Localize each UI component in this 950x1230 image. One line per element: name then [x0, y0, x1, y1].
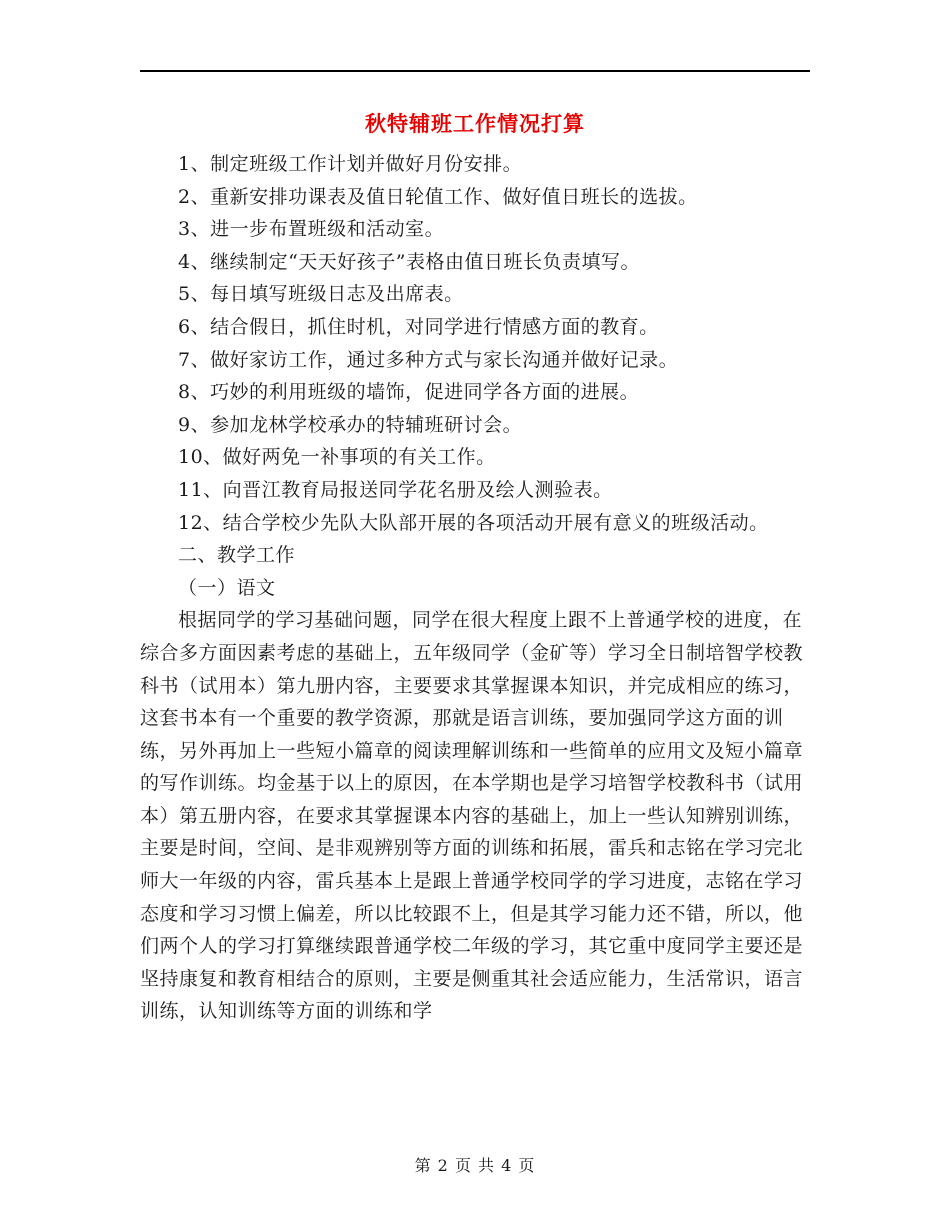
page-number: 第 2 页 共 4 页	[414, 1156, 536, 1175]
document-title: 秋特辅班工作情况打算	[365, 112, 585, 136]
plan-item: 5、每日填写班级日志及出席表。	[178, 283, 464, 306]
plan-item: 2、重新安排功课表及值日轮值工作、做好值日班长的选拔。	[178, 185, 698, 208]
plan-item: 8、巧妙的利用班级的墙饰，促进同学各方面的进展。	[178, 381, 640, 404]
plan-item: 11、向晋江教育局报送同学花名册及绘人测验表。	[178, 478, 613, 501]
plan-item: 1、制定班级工作计划并做好月份安排。	[178, 153, 523, 175]
plan-item: 6、结合假日，抓住时机，对同学进行情感方面的教育。	[178, 315, 659, 338]
plan-item: 12、结合学校少先队大队部开展的各项活动开展有意义的班级活动。	[178, 511, 769, 534]
plan-item: 10、做好两免一补事项的有关工作。	[178, 446, 496, 469]
header-rule	[140, 70, 810, 72]
plan-item: 4、继续制定“天天好孩子”表格由值日班长负责填写。	[178, 250, 641, 273]
body-paragraph: 根据同学的学习基础问题，同学在很大程度上跟不上普通学校的进度，在综合多方面因素考虑的基础上，五年级同学（金矿等）学习全日制培智学校教科书（试用本）第九册内容，主要要求其掌握课本知识，并完成相应的练习，这套书本有一个重要的教学资源，那就是语言训练，要加强同学这方面的训练，另外再加上一些短小篇章的阅读理解训练和一些简单的应用文及短小篇章的写作训练。均金基于以上的原因，在本学期也是学习培智学校教科书（试用本）第五册内容，在要求其掌握课本内容的基础上，加上一些认知辨别训练，主要是时间，空间、是非观辨别等方面的训练和拓展，雷兵和志铭在学习完北师大一年级的内容，雷兵基本上是跟上普通学校同学的学习进度，志铭在学习态度和学习习惯上偏差，所以比较跟不上，但是其学习能力还不错，所以，他们两个人的学习打算继续跟普通学校二年级的学习，其它重中度同学主要还是坚持康复和教育相结合的原则，主要是侧重其社会适应能力，生活常识，语言训练，认知训练等方面的训练和学	[140, 609, 804, 1023]
plan-item: 7、做好家访工作，通过多种方式与家长沟通并做好记录。	[178, 348, 679, 371]
section-heading: 二、教学工作	[178, 544, 296, 567]
plan-item: 3、进一步布置班级和活动室。	[178, 218, 445, 241]
subsection-heading: （一）语文	[178, 576, 276, 599]
document-body	[140, 148, 806, 1028]
plan-item: 9、参加龙林学校承办的特辅班研讨会。	[178, 413, 523, 436]
